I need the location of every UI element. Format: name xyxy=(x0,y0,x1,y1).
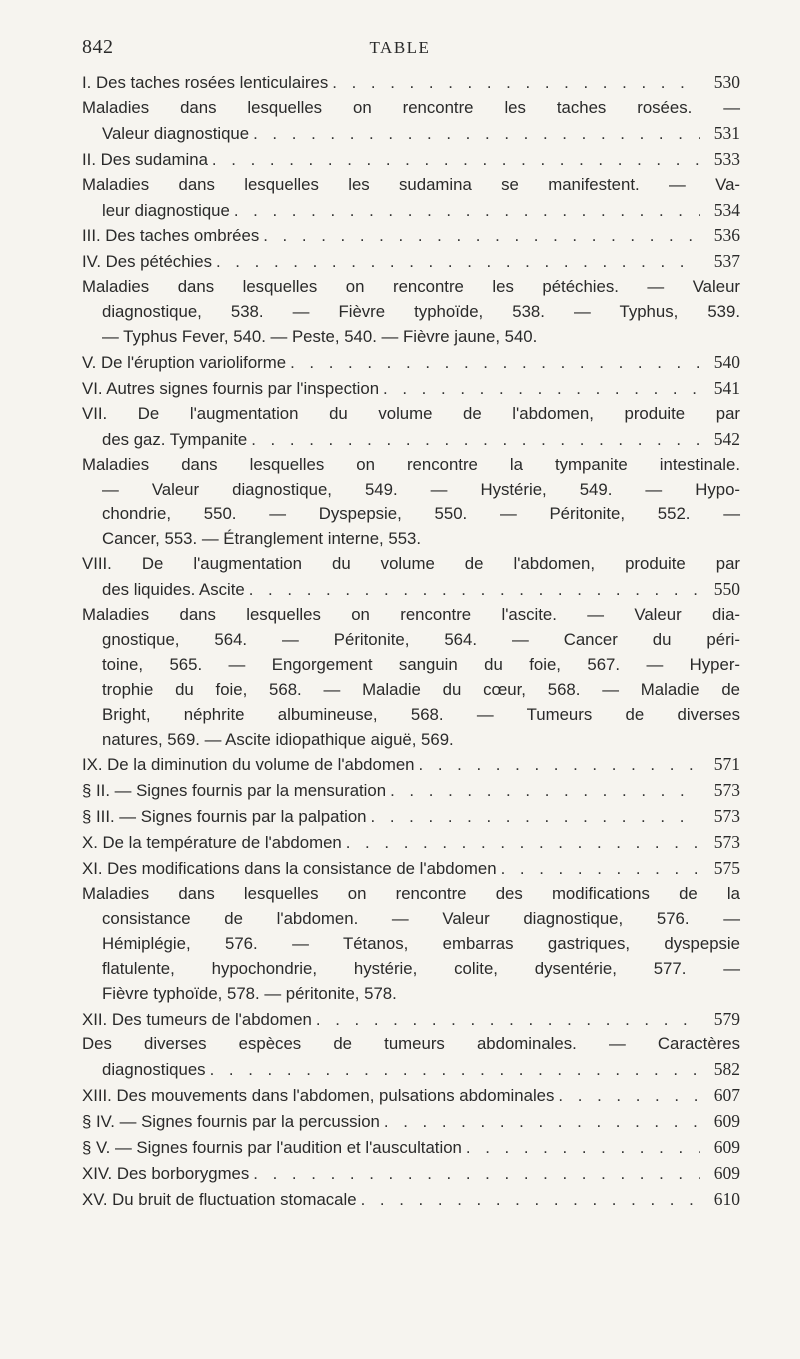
dot-leader xyxy=(290,351,700,376)
toc-entry-text: trophie du foie, 568. — Maladie du cœur, 568. — Maladie de xyxy=(102,679,740,699)
toc-page-number: 582 xyxy=(713,1059,740,1080)
toc-entry-text: § III. — Signes fournis par la palpation xyxy=(82,807,367,827)
toc-entry-text: XI. Des modifications dans la consistance de l'abdomen xyxy=(82,859,497,879)
toc-entry-text: III. Des taches ombrées xyxy=(82,226,260,246)
toc-entry xyxy=(82,275,740,350)
toc-entry xyxy=(82,1083,740,1109)
toc-entry xyxy=(82,249,740,275)
toc-entry-text: toine, 565. — Engorgement sanguin du foie, 567. — Hyper- xyxy=(102,654,740,674)
toc-entry-text: XIII. Des mouvements dans l'abdomen, pulsations abdominales xyxy=(82,1086,555,1106)
toc-entry-text: — Valeur diagnostique, 549. — Hystérie, 549. — Hypo- xyxy=(102,479,740,499)
toc-entry-text: Maladies dans lesquelles on rencontre la tympanite intestinale. xyxy=(82,454,740,474)
toc-entry-text: diagnostiques xyxy=(102,1060,206,1080)
toc-page-number: 542 xyxy=(713,428,740,449)
toc-entry xyxy=(82,376,740,402)
toc-entry-text: des liquides. Ascite xyxy=(102,580,245,600)
toc-page-number: 540 xyxy=(713,351,740,372)
dot-leader xyxy=(419,753,701,778)
toc-entry-text: — Typhus Fever, 540. — Peste, 540. — Fièvre jaune, 540. xyxy=(102,327,538,347)
toc-page-number: 573 xyxy=(713,806,740,827)
dot-leader xyxy=(251,428,700,453)
dot-leader xyxy=(216,250,700,275)
toc-entry-text: VI. Autres signes fournis par l'inspection xyxy=(82,378,380,398)
toc-entry xyxy=(82,402,740,453)
page-number: 842 xyxy=(82,36,114,58)
toc-page-number: 573 xyxy=(713,832,740,853)
toc-entry xyxy=(82,1109,740,1135)
dot-leader xyxy=(210,1058,700,1083)
toc-entry-text: leur diagnostique xyxy=(102,200,230,220)
toc-entry-text: V. De l'éruption varioliforme xyxy=(82,352,287,372)
toc-page-number: 530 xyxy=(713,72,740,92)
toc-entry-text: Maladies dans lesquelles les sudamina se manifestent. — Va- xyxy=(82,174,740,194)
toc-page-number: 533 xyxy=(713,148,740,169)
dot-leader xyxy=(263,224,700,249)
toc-entry xyxy=(82,752,740,778)
toc-entry-text: Cancer, 553. — Étranglement interne, 553. xyxy=(102,529,422,549)
toc-entry-text: flatulente, hypochondrie, hystérie, colite, dysentérie, 577. — xyxy=(102,958,740,978)
toc-entry-text: I. Des taches rosées lenticulaires xyxy=(82,73,329,92)
toc-page-number: 575 xyxy=(713,858,740,879)
toc-entry xyxy=(82,1187,740,1213)
running-head: TABLE xyxy=(369,38,431,57)
toc-entry-text: Des diverses espèces de tumeurs abdominales. — Caractères xyxy=(82,1034,740,1054)
toc-entry xyxy=(82,603,740,752)
toc-entry-text: Maladies dans lesquelles on rencontre des modifications de la xyxy=(82,884,740,903)
toc-entry xyxy=(82,1032,740,1083)
toc-entry xyxy=(82,778,740,804)
toc-entry-text: diagnostique, 538. — Fièvre typhoïde, 538. — Typhus, 539. xyxy=(102,302,740,322)
toc-entry xyxy=(82,350,740,376)
toc-page-number: 550 xyxy=(713,579,740,600)
toc-entry-text: IV. Des pétéchies xyxy=(82,252,212,272)
toc-entry xyxy=(82,70,740,96)
toc-page-number: 541 xyxy=(713,377,740,398)
toc-entry xyxy=(82,882,740,1007)
toc-page-number: 609 xyxy=(713,1111,740,1132)
toc-entry-text: gnostique, 564. — Péritonite, 564. — Cancer du péri- xyxy=(102,629,740,649)
toc-entry-text: Maladies dans lesquelles on rencontre l'ascite. — Valeur dia- xyxy=(82,605,740,625)
toc-entry-text: § IV. — Signes fournis par la percussion xyxy=(82,1112,380,1132)
dot-leader xyxy=(466,1136,700,1161)
toc-entry-text: VII. De l'augmentation du volume de l'abdomen, produite par xyxy=(82,403,740,423)
toc-entry-text: des gaz. Tympanite xyxy=(102,429,248,449)
toc-entry-text: Hémiplégie, 576. — Tétanos, embarras gastriques, dyspepsie xyxy=(102,933,740,953)
toc-entry-text: chondrie, 550. — Dyspepsie, 550. — Péritonite, 552. — xyxy=(102,504,740,524)
toc-entry xyxy=(82,804,740,830)
toc-page-number: 610 xyxy=(713,1188,740,1209)
toc-page-number: 573 xyxy=(713,780,740,801)
toc-entry xyxy=(82,147,740,173)
toc-entry-text: II. Des sudamina xyxy=(82,149,208,169)
toc-page-number: 607 xyxy=(713,1085,740,1106)
dot-leader xyxy=(346,831,700,856)
toc-entry-text: Valeur diagnostique xyxy=(102,123,250,143)
toc-page-number: 571 xyxy=(713,754,740,775)
dot-leader xyxy=(371,805,700,830)
toc-entry-text: Maladies dans lesquelles on rencontre les taches rosées. — xyxy=(82,97,740,117)
dot-leader xyxy=(249,578,700,603)
toc-entry-text: XIV. Des borborygmes xyxy=(82,1163,250,1183)
dot-leader xyxy=(384,1110,700,1135)
toc-entry-text: § II. — Signes fournis par la mensuration xyxy=(82,781,387,801)
toc-entry xyxy=(82,223,740,249)
toc-page-number: 536 xyxy=(713,225,740,246)
toc-entry xyxy=(82,1007,740,1033)
dot-leader xyxy=(253,122,700,147)
toc-entry xyxy=(82,453,740,553)
toc-page-number: 534 xyxy=(713,199,740,220)
toc-entry xyxy=(82,1161,740,1187)
table-of-contents xyxy=(82,70,740,1213)
toc-page-number: 609 xyxy=(713,1162,740,1183)
toc-entry-text: VIII. De l'augmentation du volume de l'abdomen, produite par xyxy=(82,554,740,574)
toc-entry xyxy=(82,173,740,224)
toc-entry xyxy=(82,830,740,856)
dot-leader xyxy=(390,779,700,804)
toc-page-number: 531 xyxy=(713,122,740,143)
toc-page-number: 537 xyxy=(713,251,740,272)
toc-page-number: 579 xyxy=(713,1008,740,1029)
toc-page-number: 609 xyxy=(713,1137,740,1158)
dot-leader xyxy=(558,1084,700,1109)
dot-leader xyxy=(383,377,700,402)
toc-entry xyxy=(82,1135,740,1161)
toc-entry-text: § V. — Signes fournis par l'audition et l'auscultation xyxy=(82,1138,462,1158)
toc-entry-text: Maladies dans lesquelles on rencontre les pétéchies. — Valeur xyxy=(82,277,740,297)
toc-entry-text: XII. Des tumeurs de l'abdomen xyxy=(82,1009,312,1029)
toc-entry-text: X. De la température de l'abdomen xyxy=(82,833,342,853)
dot-leader xyxy=(501,857,700,882)
dot-leader xyxy=(253,1162,700,1187)
dot-leader xyxy=(332,71,700,96)
toc-entry-text: Fièvre typhoïde, 578. — péritonite, 578. xyxy=(102,983,397,1003)
toc-entry xyxy=(82,856,740,882)
toc-entry-text: consistance de l'abdomen. — Valeur diagnostique, 576. — xyxy=(102,908,740,928)
toc-entry-text: XV. Du bruit de fluctuation stomacale xyxy=(82,1189,357,1209)
dot-leader xyxy=(316,1008,700,1033)
toc-entry-text: IX. De la diminution du volume de l'abdomen xyxy=(82,755,415,775)
dot-leader xyxy=(234,199,700,224)
toc-entry-text: natures, 569. — Ascite idiopathique aiguë, 569. xyxy=(102,729,454,749)
toc-entry xyxy=(82,96,740,147)
dot-leader xyxy=(212,148,700,173)
toc-entry-text: Bright, néphrite albumineuse, 568. — Tumeurs de diverses xyxy=(102,704,740,724)
toc-entry xyxy=(82,552,740,603)
dot-leader xyxy=(361,1188,700,1213)
